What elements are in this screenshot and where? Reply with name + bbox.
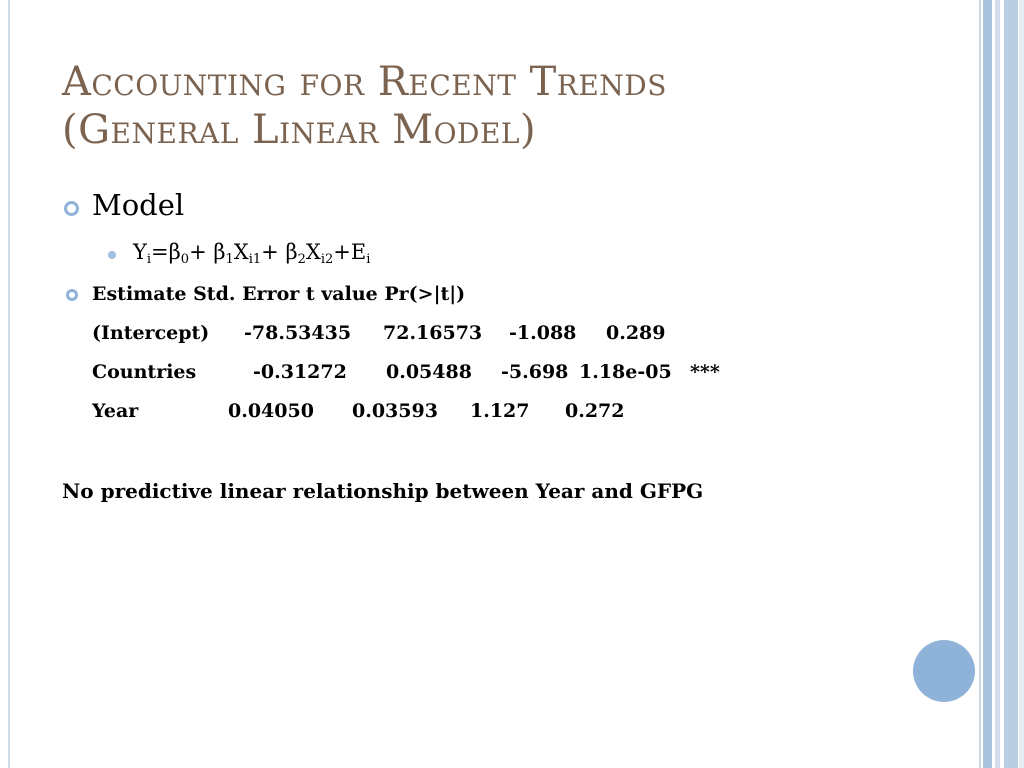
conclusion-text: No predictive linear relationship between Year and GFPG	[62, 479, 704, 503]
row-estimate: 0.04050	[228, 400, 314, 422]
bullet-ring-icon	[66, 289, 78, 301]
regression-row-countries	[92, 361, 792, 387]
right-decor-stripe	[1004, 0, 1018, 768]
left-border-line	[8, 0, 10, 768]
row-estimate: -0.31272	[253, 361, 347, 383]
row-p-value: 1.18e-05	[579, 361, 672, 383]
sub-bullet-icon	[108, 251, 116, 259]
slide-title-line1: Accounting for Recent Trends	[62, 59, 667, 105]
right-decor-stripe	[979, 0, 981, 768]
right-decor-stripe	[983, 0, 992, 768]
row-std-error: 72.16573	[383, 322, 483, 344]
row-estimate: -78.53435	[244, 322, 352, 344]
regression-row-intercept	[92, 322, 792, 348]
model-formula: $Y_i=\beta_0+ \beta_1X_{i1}+ \beta_2X_{i2}+E_i$	[133, 240, 371, 267]
row-std-error: 0.05488	[386, 361, 472, 383]
row-t-value: -1.088	[509, 322, 577, 344]
row-name: (Intercept)	[92, 322, 210, 344]
slide-title-line2: (General Linear Model)	[62, 107, 537, 153]
regression-table-header: Estimate Std. Error t value Pr(>|t|)	[92, 283, 466, 305]
bullet-model: Model	[92, 188, 185, 222]
row-t-value: 1.127	[470, 400, 530, 422]
row-signif: ***	[690, 361, 720, 383]
regression-row-year	[92, 400, 792, 426]
right-decor-stripe	[995, 0, 1000, 768]
decorative-circle	[913, 640, 975, 702]
row-p-value: 0.289	[606, 322, 666, 344]
row-t-value: -5.698	[501, 361, 569, 383]
slide-title	[62, 58, 942, 154]
row-name: Year	[92, 400, 139, 422]
right-decor-stripe	[1019, 0, 1024, 768]
row-name: Countries	[92, 361, 197, 383]
row-std-error: 0.03593	[352, 400, 438, 422]
bullet-ring-icon	[64, 201, 79, 216]
row-p-value: 0.272	[565, 400, 625, 422]
